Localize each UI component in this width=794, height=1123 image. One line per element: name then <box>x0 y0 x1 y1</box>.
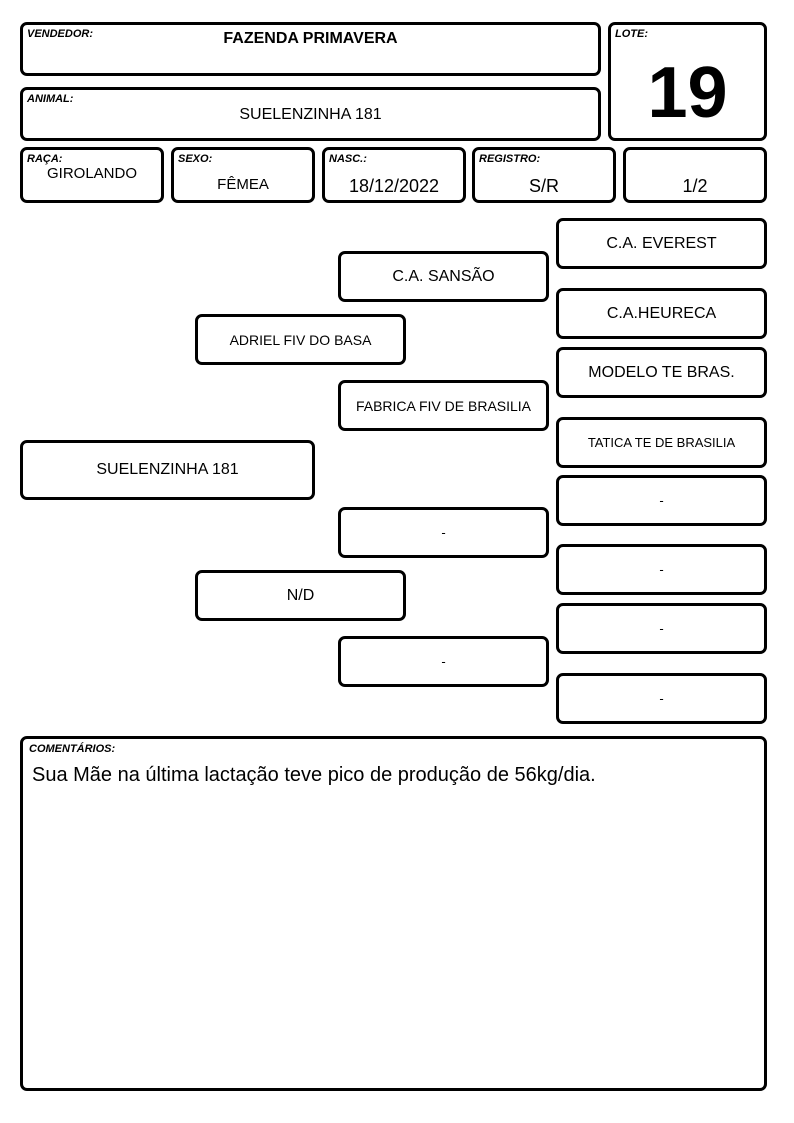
pedigree-avo-paterno-name: C.A. SANSÃO <box>392 267 495 285</box>
pedigree-avo-materna <box>338 636 549 687</box>
raca-label: RAÇA: <box>27 153 63 165</box>
comentarios-label: COMENTÁRIOS: <box>29 743 116 755</box>
lote-number: 19 <box>647 53 728 133</box>
registro-label: REGISTRO: <box>479 153 541 165</box>
vendedor-value: FAZENDA PRIMAVERA <box>223 30 398 47</box>
comentarios-box <box>20 736 767 1091</box>
nasc-value: 18/12/2022 <box>348 176 440 196</box>
pedigree-bisavo-6 <box>556 544 767 595</box>
pedigree-mae-name: N/D <box>286 586 315 604</box>
pedigree-bisavo-4-name: TATICA TE DE BRASILIA <box>587 435 736 450</box>
pedigree-bisavo-3-name: MODELO TE BRAS. <box>588 363 735 381</box>
page-number: 1/2 <box>682 176 708 196</box>
pedigree-mae <box>195 570 406 621</box>
pedigree-pai <box>195 314 406 365</box>
pedigree-bisavo-4 <box>556 417 767 468</box>
comentarios-text: Sua Mãe na última lactação teve pico de produção de 56kg/dia. <box>32 764 596 786</box>
pedigree-bisavo-6-name: - <box>659 562 664 577</box>
pedigree-bisavo-8-name: - <box>659 691 664 706</box>
pedigree-bisavo-1 <box>556 218 767 269</box>
registro-value: S/R <box>528 176 559 196</box>
vendedor-box <box>20 22 601 76</box>
lote-label: LOTE: <box>615 28 648 40</box>
raca-box <box>20 147 164 203</box>
pedigree-avo-paterna-name: FABRICA FIV DE BRASILIA <box>355 397 532 414</box>
raca-value: GIROLANDO <box>46 165 137 182</box>
pedigree-bisavo-7-name: - <box>659 621 664 636</box>
pedigree-bisavo-5-name: - <box>659 493 664 508</box>
animal-value: SUELENZINHA 181 <box>239 106 382 123</box>
pedigree-animal <box>20 440 315 500</box>
pedigree-bisavo-3 <box>556 347 767 398</box>
pedigree-bisavo-8 <box>556 673 767 724</box>
sexo-value: FÊMEA <box>217 176 269 193</box>
sexo-label: SEXO: <box>178 153 213 165</box>
pedigree-bisavo-5 <box>556 475 767 526</box>
pedigree-bisavo-1-name: C.A. EVEREST <box>606 234 717 252</box>
pedigree-avo-paterna <box>338 380 549 431</box>
pedigree-animal-name: SUELENZINHA 181 <box>96 461 239 478</box>
nasc-box <box>322 147 466 203</box>
page-box <box>623 147 767 203</box>
pedigree-pai-name: ADRIEL FIV DO BASA <box>229 331 372 348</box>
pedigree-avo-materno-name: - <box>441 525 446 540</box>
lote-box <box>608 22 767 141</box>
pedigree-bisavo-2 <box>556 288 767 339</box>
vendedor-label: VENDEDOR: <box>27 28 94 40</box>
pedigree-avo-materno <box>338 507 549 558</box>
nasc-label: NASC.: <box>329 153 367 165</box>
animal-label: ANIMAL: <box>27 93 74 105</box>
sexo-box <box>171 147 315 203</box>
pedigree-bisavo-2-name: C.A.HEURECA <box>606 304 717 322</box>
animal-box <box>20 87 601 141</box>
pedigree-avo-materna-name: - <box>441 654 446 669</box>
pedigree-bisavo-7 <box>556 603 767 654</box>
registro-box <box>472 147 616 203</box>
pedigree-avo-paterno <box>338 251 549 302</box>
